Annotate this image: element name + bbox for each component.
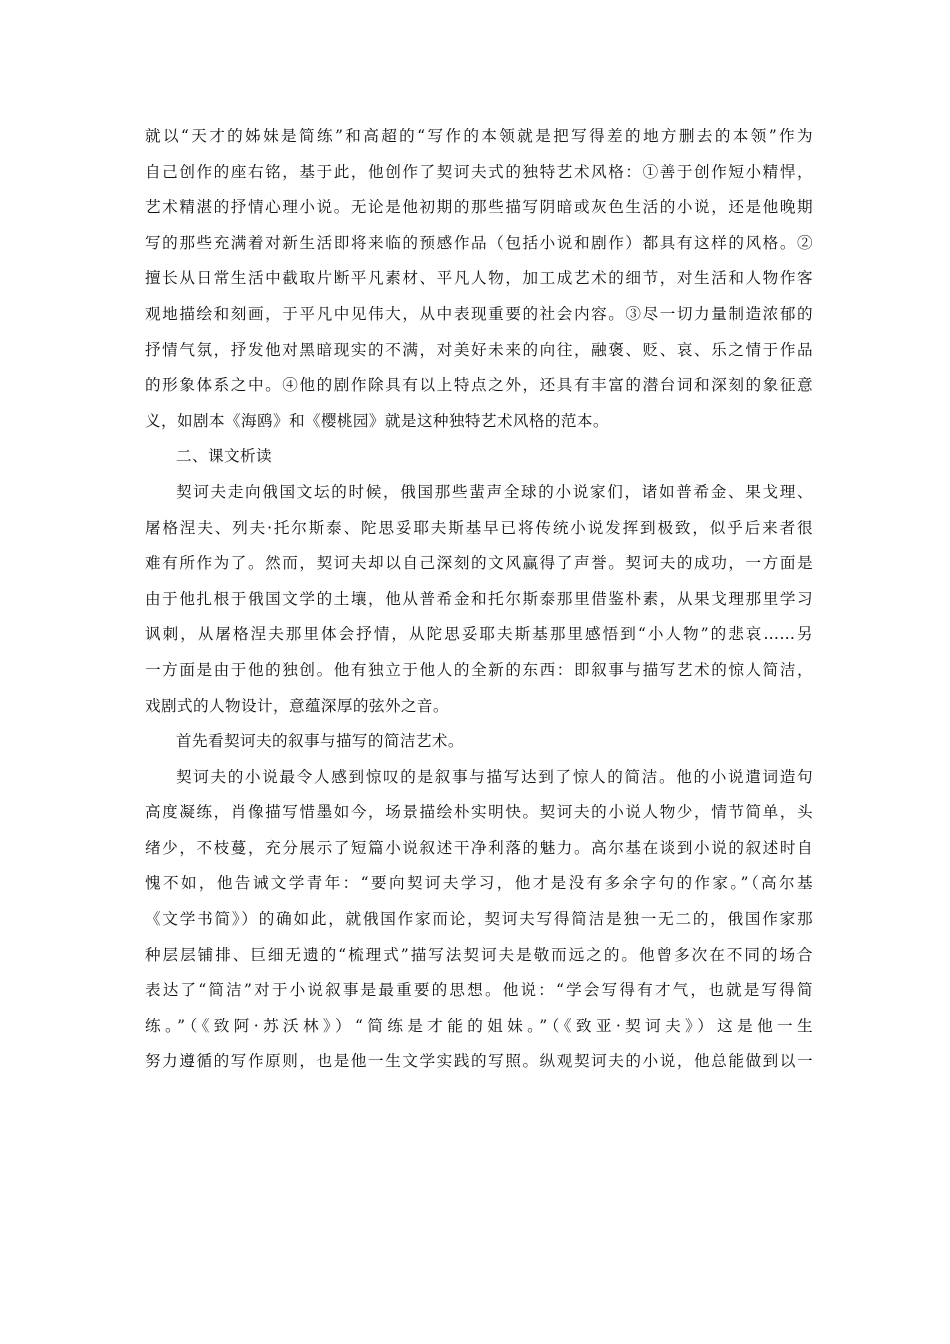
- text-line: 戏剧式的人物设计，意蕴深厚的弦外之音。: [145, 696, 449, 715]
- body-text: [145, 119, 813, 1080]
- text-line: 自己创作的座右铭，基于此，他创作了契诃夫式的独特艺术风格：①善于创作短小精悍，: [145, 162, 813, 181]
- text-line: 写的那些充满着对新生活即将来临的预感作品（包括小说和剧作）都具有这样的风格。②: [145, 233, 813, 252]
- text-line: 表达了“简洁”对于小说叙事是最重要的思想。他说：“学会写得有才气，也就是写得简: [145, 981, 813, 1000]
- text-line: 努力遵循的写作原则，也是他一生文学实践的写照。纵观契诃夫的小说，他总能做到以一: [145, 1052, 813, 1071]
- text-line: 的形象体系之中。④他的剧作除具有以上特点之外，还具有丰富的潜台词和深刻的象征意: [145, 376, 813, 395]
- text-line: 练。”（《致阿·苏沃林》）“简练是才能的姐妹。”（《致亚·契诃夫》）这是他一生: [145, 1016, 813, 1035]
- text-line: 一方面是由于他的独创。他有独立于他人的全新的东西：即叙事与描写艺术的惊人简洁，: [145, 660, 813, 679]
- text-line: 由于他扎根于俄国文学的土壤，他从普希金和托尔斯泰那里借鉴朴素，从果戈理那里学习: [145, 589, 813, 608]
- text-line: 观地描绘和刻画，于平凡中见伟大，从中表现重要的社会内容。③尽一切力量制造浓郁的: [145, 304, 813, 323]
- text-line: 就以“天才的姊妹是简练”和高超的“写作的本领就是把写得差的地方删去的本领”作为: [145, 127, 813, 145]
- text-line: 愧不如，他告诫文学青年：“要向契诃夫学习，他才是没有多余字句的作家。”（高尔基: [145, 874, 813, 893]
- text-line: 抒情气氛，抒发他对黑暗现实的不满，对美好未来的向往，融褒、贬、哀、乐之情于作品: [145, 340, 813, 359]
- text-line: 二、课文析读: [176, 447, 272, 466]
- text-line: 契诃夫走向俄国文坛的时候，俄国那些蜚声全球的小说家们，诸如普希金、果戈理、: [176, 482, 813, 501]
- text-line: 难有所作为了。然而，契诃夫却以自己深刻的文风赢得了声誉。契诃夫的成功，一方面是: [145, 554, 813, 573]
- text-line: 义，如剧本《海鸥》和《樱桃园》就是这种独特艺术风格的范本。: [145, 411, 609, 430]
- text-line: 屠格涅夫、列夫·托尔斯泰、陀思妥耶夫斯基早已将传统小说发挥到极致，似乎后来者很: [145, 518, 813, 537]
- text-line: 首先看契诃夫的叙事与描写的简洁艺术。: [176, 732, 464, 751]
- text-line: 种层层铺排、巨细无遗的“梳理式”描写法契诃夫是敬而远之的。他曾多次在不同的场合: [145, 945, 813, 964]
- text-line: 高度凝练，肖像描写惜墨如今，场景描绘朴实明快。契诃夫的小说人物少，情节简单，头: [145, 803, 813, 822]
- text-line: 擅长从日常生活中截取片断平凡素材、平凡人物，加工成艺术的细节，对生活和人物作客: [145, 269, 813, 288]
- text-line: 《文学书简》）的确如此，就俄国作家而论，契诃夫写得简洁是独一无二的，俄国作家那: [145, 910, 813, 929]
- text-line: 艺术精湛的抒情心理小说。无论是他初期的那些描写阴暗或灰色生活的小说，还是他晚期: [145, 198, 813, 217]
- text-line: 契诃夫的小说最令人感到惊叹的是叙事与描写达到了惊人的简洁。他的小说遣词造句: [176, 767, 813, 786]
- text-line: 绪少，不枝蔓，充分展示了短篇小说叙述干净利落的魅力。高尔基在谈到小说的叙述时自: [145, 838, 813, 857]
- text-line: 讽刺，从屠格涅夫那里体会抒情，从陀思妥耶夫斯基那里感悟到“小人物”的悲哀……另: [145, 625, 813, 644]
